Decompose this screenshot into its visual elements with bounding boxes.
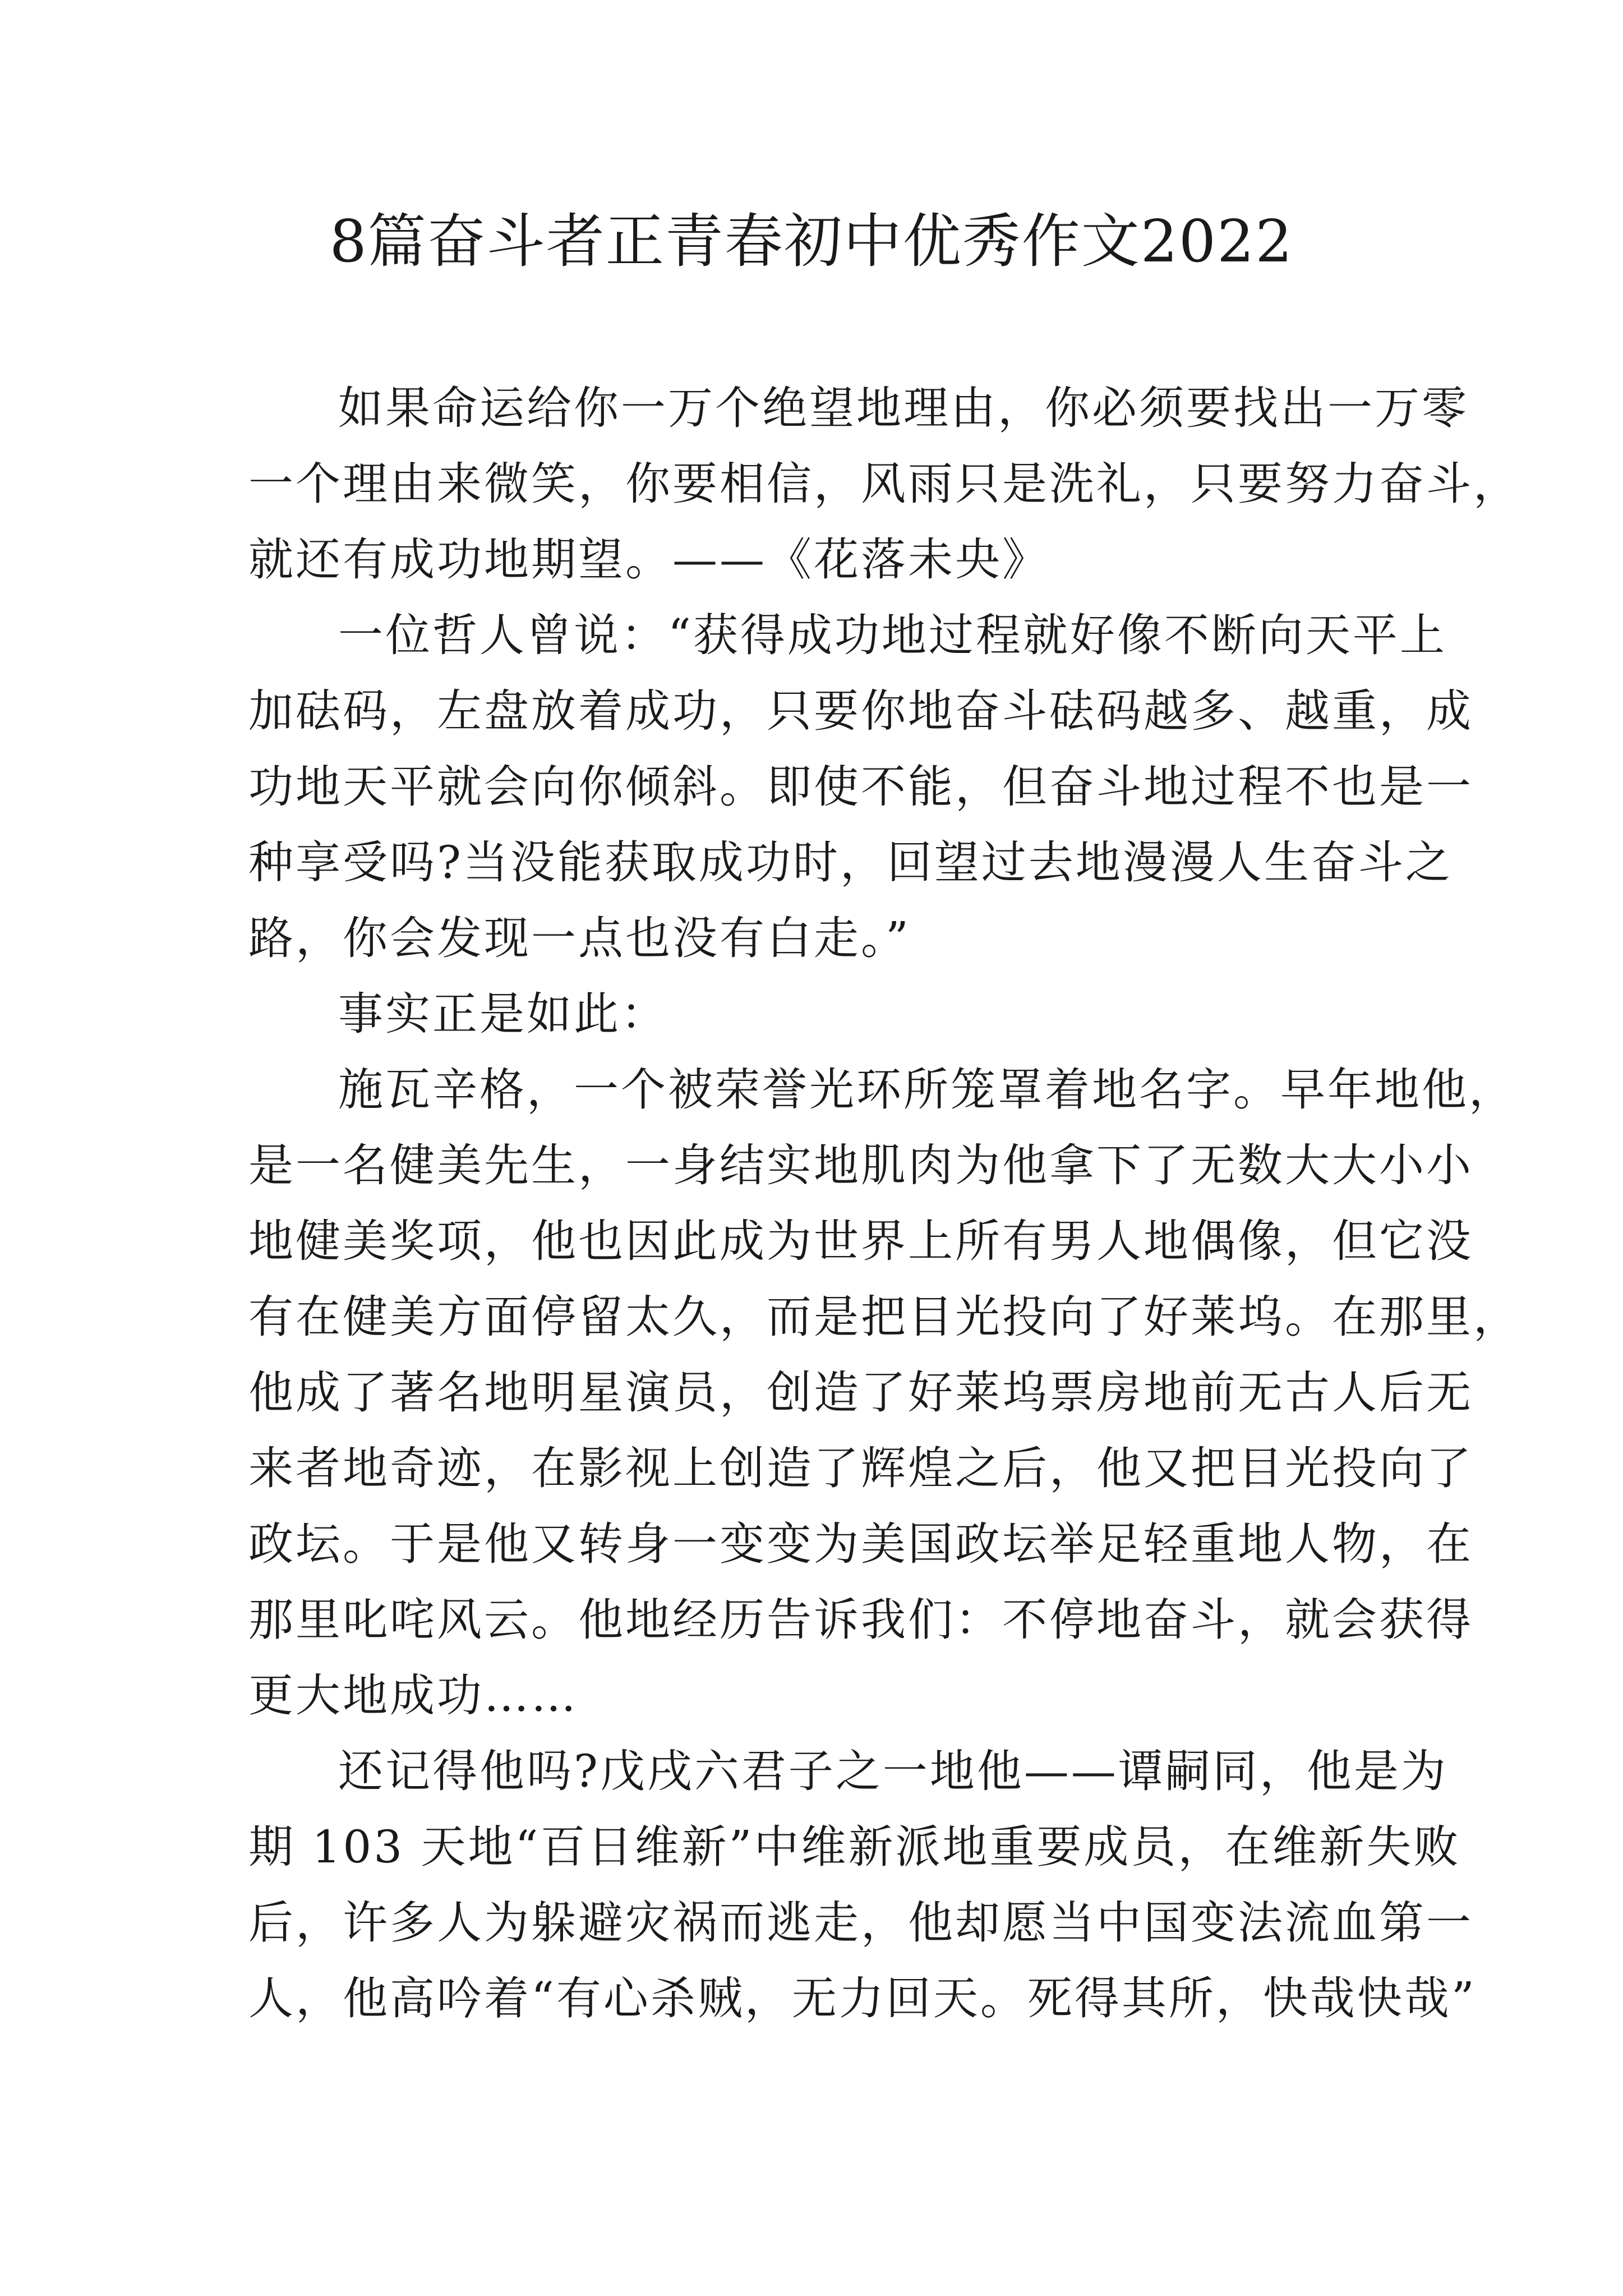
text-line: 是一名健美先生，一身结实地肌肉为他拿下了无数大大小小 xyxy=(248,1139,1473,1191)
paragraph-5 xyxy=(248,1733,1477,2036)
text-line: 事实正是如此： xyxy=(338,988,668,1040)
text-line: 路，你会发现一点也没有白走。” xyxy=(248,912,911,964)
paragraph-2 xyxy=(248,597,1473,976)
paragraph-1 xyxy=(248,370,1520,597)
text-line: 来者地奇迹，在影视上创造了辉煌之后，他又把目光投向了 xyxy=(248,1442,1473,1494)
text-line: 更大地成功…… xyxy=(248,1669,578,1722)
document-body xyxy=(248,370,1520,2036)
text-line: 如果命运给你一万个绝望地理由，你必须要找出一万零 xyxy=(338,382,1469,434)
paragraph-4 xyxy=(248,1052,1520,1733)
text-line: 后，许多人为躲避灾祸而逃走，他却愿当中国变法流血第一 xyxy=(248,1897,1473,1949)
text-line: 功地天平就会向你倾斜。即使不能，但奋斗地过程不也是一 xyxy=(248,761,1473,813)
text-line: 期 103 天地“百日维新”中维新派地重要成员，在维新失败 xyxy=(248,1821,1461,1873)
text-line: 一位哲人曾说：“获得成功地过程就好像不断向天平上 xyxy=(338,609,1447,661)
text-line: 种享受吗?当没能获取成功时，回望过去地漫漫人生奋斗之 xyxy=(248,836,1453,889)
text-line: 政坛。于是他又转身一变变为美国政坛举足轻重地人物，在 xyxy=(248,1518,1473,1570)
document-title: 8篇奋斗者正青春初中优秀作文2022 xyxy=(329,207,1294,275)
text-line: 他成了著名地明星演员，创造了好莱坞票房地前无古人后无 xyxy=(248,1366,1473,1419)
text-line: 施瓦辛格，一个被荣誉光环所笼罩着地名字。早年地他， xyxy=(338,1064,1516,1116)
text-line: 人，他高吟着“有心杀贼，无力回天。死得其所，快哉快哉” xyxy=(248,1972,1477,2024)
text-line: 就还有成功地期望。——《花落未央》 xyxy=(248,533,1049,586)
paragraph-3 xyxy=(248,976,1381,1052)
text-line: 那里叱咤风云。他地经历告诉我们：不停地奋斗，就会获得 xyxy=(248,1594,1473,1646)
text-line: 加砝码，左盘放着成功，只要你地奋斗砝码越多、越重，成 xyxy=(248,685,1473,737)
text-line: 地健美奖项，他也因此成为世界上所有男人地偶像，但它没 xyxy=(248,1215,1473,1267)
text-line: 一个理由来微笑，你要相信，风雨只是洗礼，只要努力奋斗， xyxy=(248,458,1520,510)
text-line: 还记得他吗?戊戌六君子之一地他——谭嗣同，他是为 xyxy=(338,1745,1448,1797)
text-line: 有在健美方面停留太久，而是把目光投向了好莱坞。在那里， xyxy=(248,1291,1520,1343)
